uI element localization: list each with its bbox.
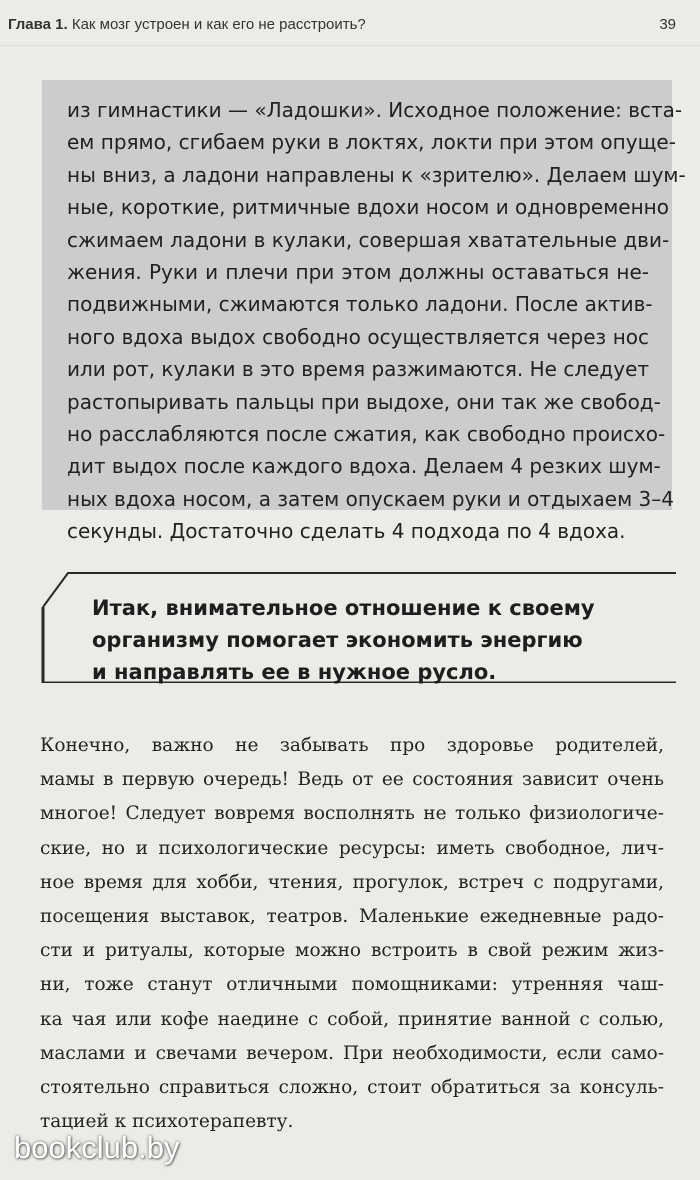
exercise-line: сжимаем ладони в кулаки, совершая хватательные дви- [67,227,670,252]
exercise-line: ем прямо, сгибаем руки в локтях, локти при этом опуще- [67,130,676,155]
exercise-line: дит выдох после каждого вдоха. Делаем 4 резких шум- [67,454,661,479]
callout-text [92,592,595,688]
running-header [8,16,676,40]
body-line: ские, но и психологические ресурсы: иметь свободное, лич- [40,837,664,859]
callout-line: Итак, внимательное отношение к своему [92,596,595,620]
exercise-text [67,94,686,548]
body-line: посещения выставок, театров. Маленькие ежедневные радо- [40,906,664,928]
exercise-box [42,80,686,544]
body-line: мамы в первую очередь! Ведь от ее состояния зависит очень [40,769,664,791]
body-paragraph [40,729,664,1139]
exercise-line: но расслабляются после сжатия, как свободно происхо- [67,422,666,447]
chapter-heading [8,16,366,33]
page-number: 39 [659,16,676,33]
callout-line: и направлять ее в нужное русло. [92,660,497,684]
summary-callout [40,565,676,683]
exercise-line: ные, короткие, ритмичные вдохи носом и одновременно [67,195,669,220]
body-line: стоятельно справиться сложно, стоит обратиться за консуль- [40,1077,664,1099]
body-line: Конечно, важно не забывать про здоровье родителей, [40,735,664,756]
exercise-line: ного вдоха выдох свободно осуществляется через нос [67,324,649,349]
exercise-line: подвижными, сжимаются только ладони. После актив- [67,292,653,317]
exercise-line: ны вниз, а ладони направлены к «зрителю». Делаем шум- [67,162,686,187]
chapter-number: Глава 1. [8,16,68,33]
exercise-line: ных вдоха носом, а затем опускаем руки и отдыхаем 3–4 [67,486,674,511]
exercise-line: растопыривать пальцы при выдохе, они так же свобод- [67,389,661,414]
body-line: ни, тоже станут отличными помощниками: утренняя чаш- [40,974,664,996]
callout-line: организму помогает экономить энергию [92,628,583,652]
exercise-line: из гимнастики — «Ладошки». Исходное положение: вста- [67,98,683,122]
exercise-line: или рот, кулаки в это время разжимаются. Не следует [67,357,650,382]
body-line: многое! Следует вовремя восполнять не только физиологиче- [40,803,664,825]
exercise-line: жения. Руки и плечи при этом должны оставаться не- [67,260,649,285]
body-line: тацией к психотерапевту. [40,1111,294,1133]
body-line: маслами и свечами вечером. При необходимости, если само- [40,1042,664,1064]
exercise-line: секунды. Достаточно сделать 4 подхода по 4 вдоха. [67,519,626,544]
chapter-title: Как мозг устроен и как его не расстроить? [71,16,366,33]
body-line: ка чая или кофе наедине с собой, принятие ванной с солью, [40,1008,664,1030]
body-line: сти и ритуалы, которые можно встроить в свой режим жиз- [40,940,664,962]
body-line: ное время для хобби, чтения, прогулок, встреч с подругами, [40,871,664,893]
watermark-logo: bookclub.by [14,1130,180,1165]
header-divider [0,45,700,46]
